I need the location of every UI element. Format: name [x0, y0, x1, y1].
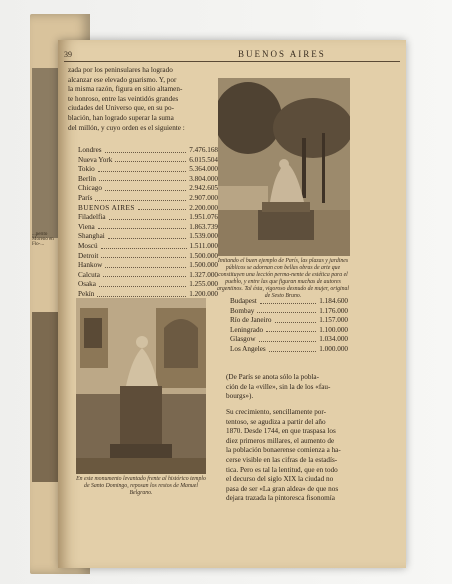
city-population: 2.907.000 — [189, 193, 218, 202]
city-name: Shanghai — [78, 232, 105, 241]
city-name: Pekín — [78, 289, 95, 298]
statue-illustration — [218, 78, 350, 256]
city-population: 1.034.000 — [319, 335, 348, 344]
city-name: Viena — [78, 222, 95, 231]
body-line: tentoso, se agudiza a partir del año — [226, 417, 326, 426]
list-item — [78, 242, 218, 252]
page-number: 39 — [64, 50, 72, 59]
paragraph-paris-note — [226, 373, 356, 402]
city-population: 1.000.000 — [319, 344, 348, 353]
list-item — [78, 204, 218, 214]
list-item — [230, 335, 348, 345]
city-population: 2.200.000 — [189, 203, 218, 212]
population-list-main — [78, 146, 218, 300]
city-name: Hankow — [78, 261, 103, 270]
body-line: tica. Pero es tal la lentitud, que en todo — [226, 465, 338, 474]
intro-line: blación, han logrado superar la suma — [68, 113, 174, 122]
city-name: BUENOS AIRES — [78, 203, 135, 212]
city-name: Osaka — [78, 280, 96, 289]
city-name: Detroit — [78, 251, 99, 260]
city-population: 1.511.000 — [189, 241, 218, 250]
previous-page-caption: ...perito Moreno en Flo-... — [32, 232, 54, 247]
city-population: 5.364.000 — [189, 165, 218, 174]
city-name: Los Angeles — [230, 344, 266, 353]
city-population: 1.200.000 — [189, 289, 218, 298]
body-line: bourgs»). — [226, 392, 254, 401]
previous-page-photo — [32, 68, 60, 238]
body-line: pasa de ser «La gran aldea» de que nos — [226, 484, 339, 493]
city-population: 1.539.000 — [189, 232, 218, 241]
header-rule — [64, 61, 400, 62]
body-line: la población bonaerense comienza a ha- — [226, 446, 341, 455]
city-name: Moscú — [78, 241, 98, 250]
city-name: Berlín — [78, 174, 96, 183]
list-item — [78, 271, 218, 281]
list-item — [78, 156, 218, 166]
intro-line: del millón, y cuyo orden es el siguiente : — [68, 123, 185, 132]
list-item — [78, 175, 218, 185]
list-item — [230, 326, 348, 336]
city-population: 1.100.000 — [319, 325, 348, 334]
city-name: Calcuta — [78, 270, 100, 279]
intro-line: ciudades del Universo que, en su po- — [68, 104, 174, 113]
city-population: 1.184.600 — [319, 297, 348, 305]
list-item — [78, 194, 218, 204]
city-name: Tokio — [78, 165, 95, 174]
statue-photo — [218, 78, 350, 256]
city-population: 1.951.076 — [189, 213, 218, 222]
body-line: el decurso del siglo XIX la ciudad no — [226, 475, 334, 484]
book-page — [58, 40, 406, 568]
city-name: Glasgow — [230, 335, 256, 344]
city-name: Nueva York — [78, 155, 113, 164]
paragraph-growth — [226, 408, 356, 504]
body-line: dejara trazada la pintoresca fisonomía — [226, 494, 335, 503]
list-item — [230, 345, 348, 355]
list-item — [230, 307, 348, 317]
list-item — [78, 252, 218, 262]
list-item — [78, 146, 218, 156]
intro-line: te honroso, entre las veintidós grandes — [68, 94, 179, 103]
city-name: Bombay — [230, 306, 255, 315]
list-item — [230, 316, 348, 326]
city-name: Filadelfia — [78, 213, 106, 222]
fountain-caption: En este monumento levantado frente al histórico templo de Santo Domingo, reposan los restos de Manuel Belgrano. — [76, 476, 206, 496]
body-line: cerse visible en las cifras de la estadís- — [226, 455, 338, 464]
list-item — [78, 165, 218, 175]
city-population: 1.157.000 — [319, 316, 348, 325]
city-population: 1.176.000 — [319, 306, 348, 315]
city-population: 1.327.000 — [189, 270, 218, 279]
list-item — [78, 232, 218, 242]
city-name: Londres — [78, 146, 102, 154]
population-list-secondary — [230, 297, 348, 355]
list-item — [78, 223, 218, 233]
city-name: Río de Janeiro — [230, 316, 272, 325]
city-population: 1.500.000 — [189, 261, 218, 270]
city-name: Chicago — [78, 184, 102, 193]
body-line: 1870. Desde 1744, en que traspasa los — [226, 427, 336, 436]
city-population: 7.476.168 — [189, 146, 218, 154]
city-population: 1.255.000 — [189, 280, 218, 289]
running-head: BUENOS AIRES — [238, 49, 326, 59]
intro-line: la misma razón, figura en sitio altamen- — [68, 85, 183, 94]
list-item — [230, 297, 348, 307]
body-line: (De París se anota sólo la pobla- — [226, 373, 320, 381]
city-population: 3.804.000 — [189, 174, 218, 183]
list-item — [78, 280, 218, 290]
city-population: 6.015.504 — [189, 155, 218, 164]
intro-paragraph — [68, 66, 208, 133]
city-population: 1.500.000 — [189, 251, 218, 260]
city-population: 1.863.739 — [189, 222, 218, 231]
list-item — [78, 261, 218, 271]
intro-line: alcanzar ese elevado guarismo. Y, por — [68, 75, 177, 84]
statue-caption: Imitando el buen ejemplo de París, las plazas y jardines públicos se adornan con bellas obras de arte que constituyen una lección perma-nente de estética para el pueblo, y entre las que figuran muchas de autores argentinos. Tal ésta, vigoroso desnudo de mujer, original de Sesto Bruno. — [216, 258, 350, 299]
city-name: París — [78, 193, 93, 202]
city-population: 2.942.605 — [189, 184, 218, 193]
list-item — [78, 184, 218, 194]
list-item — [78, 213, 218, 223]
body-line: Su crecimiento, sencillamente por- — [226, 408, 327, 416]
intro-line: zada por los peninsulares ha logrado — [68, 66, 173, 74]
fountain-illustration — [76, 298, 206, 474]
city-name: Budapest — [230, 297, 257, 305]
city-name: Leningrado — [230, 325, 264, 334]
fountain-photo — [76, 298, 206, 474]
body-line: ción de la «ville», sin la de los «fau- — [226, 382, 331, 391]
body-line: diez primeros millares, el aumento de — [226, 436, 335, 445]
previous-page-photo-lower — [32, 312, 60, 482]
